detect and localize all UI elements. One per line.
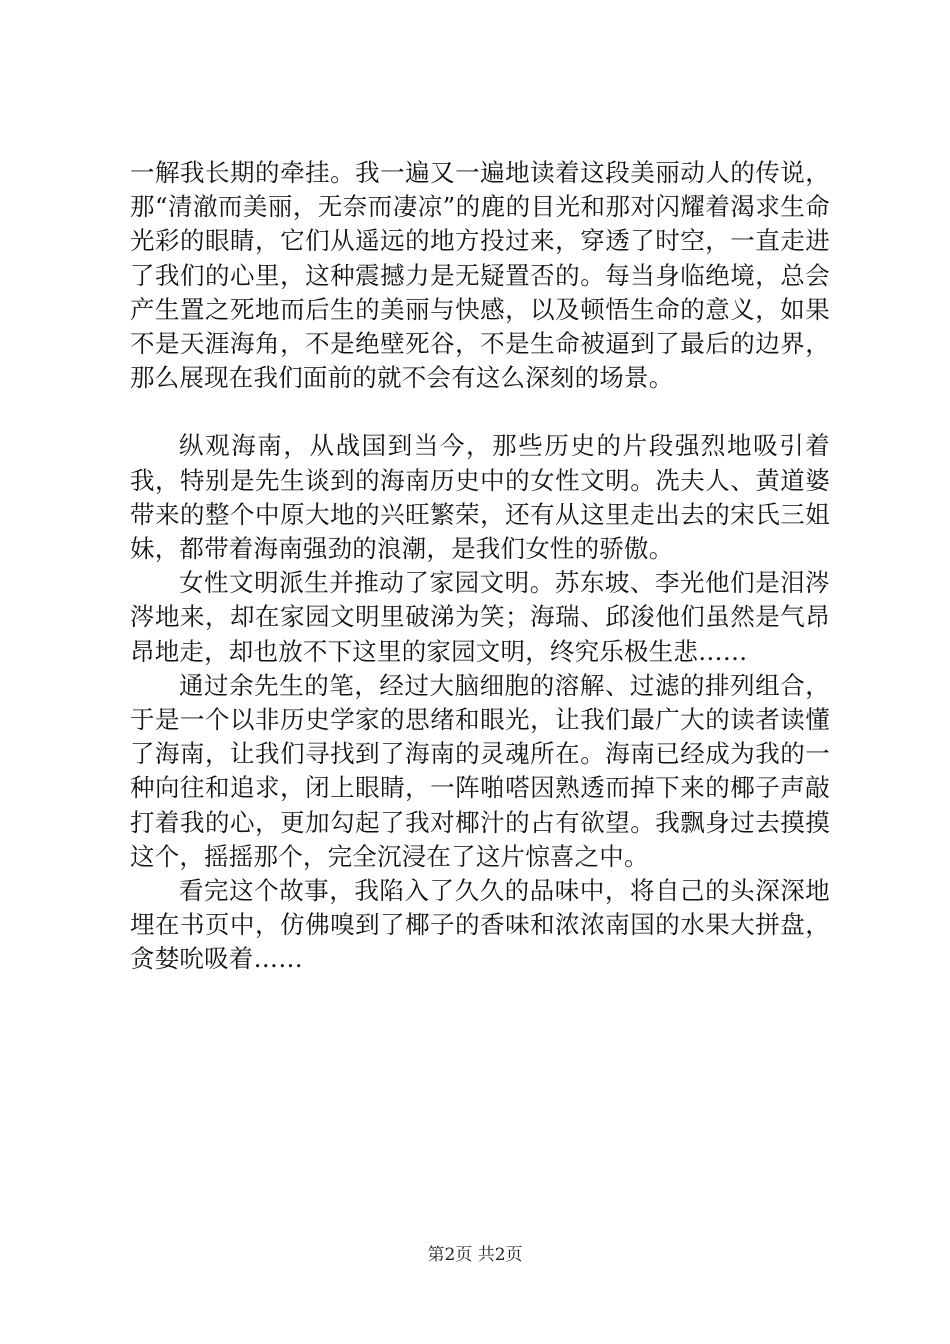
document-body	[130, 156, 830, 977]
paragraph-4: 通过余先生的笔，经过大脑细胞的溶解、过滤的排列组合，于是一个以非历史学家的思绪和眼光，让我们最广大的读者读懂了海南，让我们寻找到了海南的灵魂所在。海南已经成为我的一种向往和追求，闭上眼睛，一阵啪嗒因熟透而掉下来的椰子声敲打着我的心，更加勾起了我对椰汁的占有欲望。我飘身过去摸摸这个，摇摇那个，完全沉浸在了这片惊喜之中。	[130, 670, 830, 871]
paragraph-3: 女性文明派生并推动了家园文明。苏东坡、李光他们是泪涔涔地来，却在家园文明里破涕为笑；海瑞、邱浚他们虽然是气昂昂地走，却也放不下这里的家园文明，终究乐极生悲……	[130, 568, 830, 666]
paragraph-spacer	[130, 395, 830, 429]
page-footer: 第2页 共2页	[427, 1245, 523, 1265]
paragraph-5: 看完这个故事，我陷入了久久的品味中，将自己的头深深地埋在书页中，仿佛嗅到了椰子的香味和浓浓南国的水果大拼盘，贪婪吮吸着……	[130, 876, 830, 974]
paragraph-1: 一解我长期的牵挂。我一遍又一遍地读着这段美丽动人的传说，那“清澈而美丽，无奈而凄凉”的鹿的目光和那对闪耀着渴求生命光彩的眼睛，它们从遥远的地方投过来，穿透了时空，一直走进了我们的心里，这种震撼力是无疑置否的。每当身临绝境，总会产生置之死地而后生的美丽与快感，以及顿悟生命的意义，如果不是天涯海角，不是绝壁死谷，不是生命被逼到了最后的边界，那么展现在我们面前的就不会有这么深刻的场景。	[130, 158, 830, 393]
paragraph-2: 纵观海南，从战国到当今，那些历史的片段强烈地吸引着我，特别是先生谈到的海南历史中的女性文明。冼夫人、黄道婆带来的整个中原大地的兴旺繁荣，还有从这里走出去的宋氏三姐妹，都带着海南强劲的浪潮，是我们女性的骄傲。	[130, 431, 830, 564]
